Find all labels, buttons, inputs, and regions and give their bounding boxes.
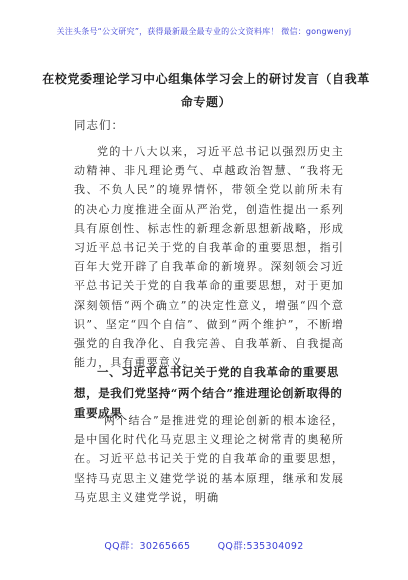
- header-promo-note: 关注头条号“公文研究”，获得最新最全最专业的公文资料库！ 微信：gongwenyj: [56, 27, 352, 36]
- footer-qq-group-2: QQ群:535304092: [217, 541, 304, 552]
- salutation: 同志们：: [74, 118, 124, 132]
- footer-qq-group-1: QQ群：30265665: [104, 541, 191, 552]
- body-paragraph-2: “两个结合”是推进党的理论创新的根本途径，是中国化时代化马克思主义理论之树常青的奥秘所在。习近平总书记关于党的自我革命的重要思想，坚持马克思主义建党学说的基本原理，继承和发展马克思主义建党学说，明确: [74, 414, 344, 504]
- body-paragraph-1: 党的十八大以来，习近平总书记以强烈历史主动精神、非凡理论勇气、卓越政治智慧、“我将无我、不负人民”的境界情怀，带领全党以前所未有的决心力度推进全面从严治党，创造性提出一系列具有原创性、标志性的新理念新思想新战略，形成习近平总书记关于党的自我革命的重要思想，指引百年大党开辟了自我革命的新境界。深刻领会习近平总书记关于党的自我革命的重要思想，对于更加深刻领悟“两个确立”的决定性意义，增强“四个意识”、坚定“四个自信”、做到“两个维护”，不断增强党的自我净化、自我完善、自我革新、自我提高能力，具有重要意义。: [74, 145, 344, 370]
- footer-qq-groups: [0, 538, 408, 552]
- document-title: 在校党委理论学习中心组集体学习会上的研讨发言（自我革命专题）: [42, 72, 370, 109]
- section-heading-1: 一、习近平总书记关于党的自我革命的重要思想，是我们党坚持“两个结合”推进理论创新取得的重要成果: [74, 365, 343, 420]
